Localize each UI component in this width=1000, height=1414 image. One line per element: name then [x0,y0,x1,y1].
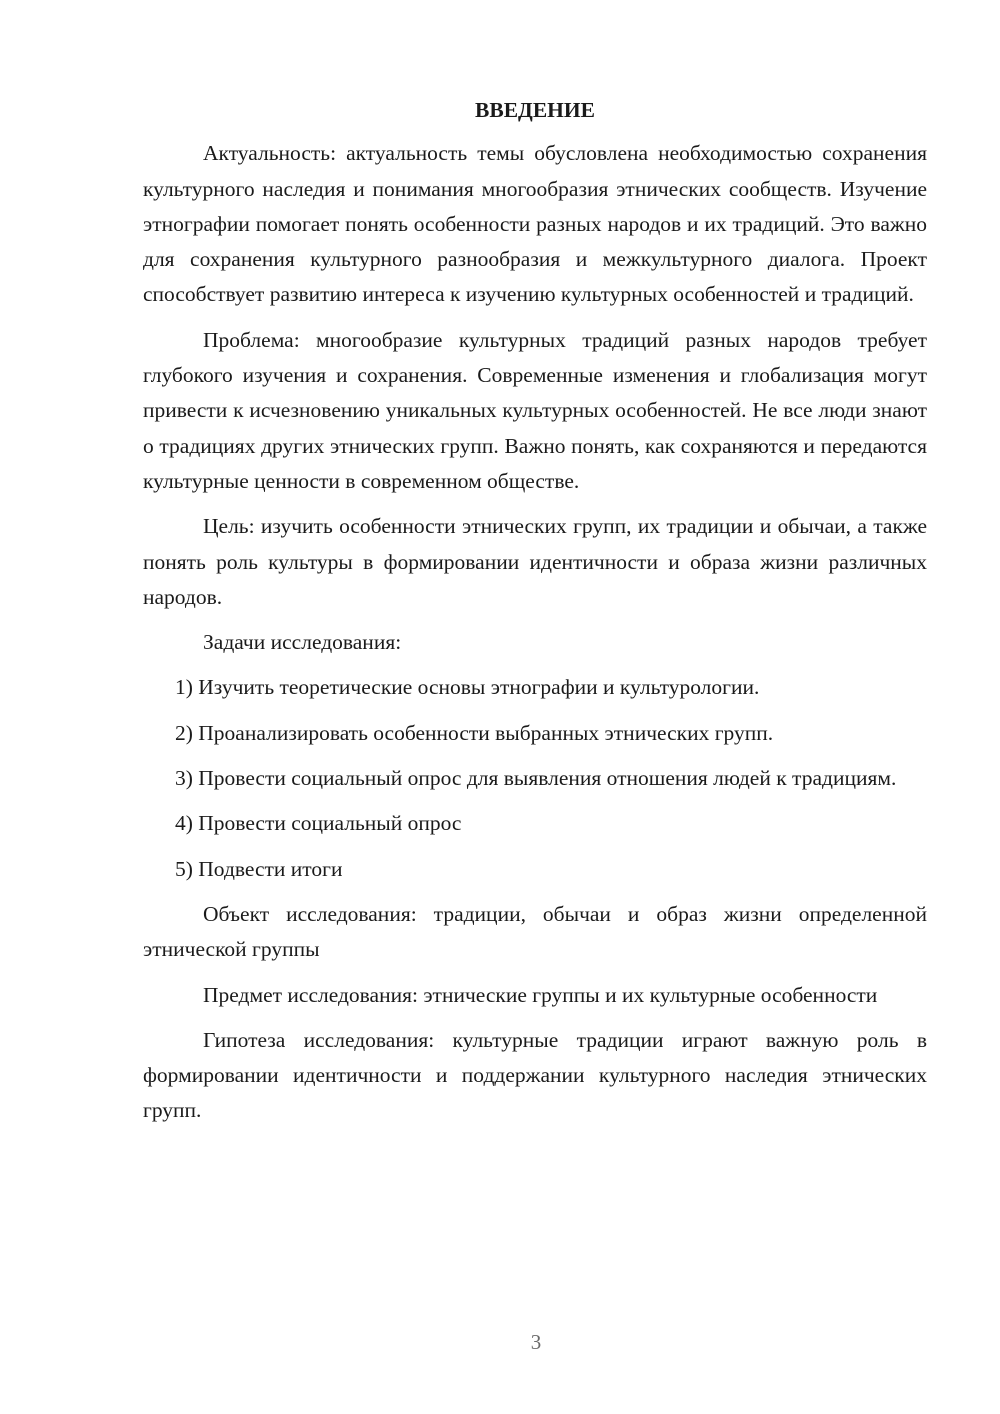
document-page [143,93,927,1139]
tasks-list [143,670,927,886]
list-item: 3) Провести социальный опрос для выявления отношения людей к традициям. [175,766,897,791]
list-item: 1) Изучить теоретические основы этнографии и культурологии. [175,675,760,700]
list-item: 5) Подвести итоги [175,856,343,881]
page-title: ВВЕДЕНИЕ [475,98,595,122]
page-number: 3 [530,1330,542,1354]
goal-paragraph: Цель: изучить особенности этнических групп, их традиции и обычаи, а также понять роль культуры в формировании идентичности и образа жизни различных народов. [143,514,927,609]
hypothesis-paragraph: Гипотеза исследования: культурные традиции играют важную роль в формировании идентичности и поддержании культурного наследия этнических групп. [143,1027,927,1123]
list-item: 4) Провести социальный опрос [175,811,462,836]
relevance-paragraph: Актуальность: актуальность темы обусловлена необходимостью сохранения культурного наследия и понимания многообразия этнических сообществ. Изучение этнографии помогает понять особенности разных народов и их традиций. Это важно для сохранения культурного разнообразия и межкультурного диалога. Проект способствует развитию интереса к изучению культурных особенностей и традиций. [143,141,927,307]
subject-paragraph: Предмет исследования: этнические группы и их культурные особенности [203,982,878,1007]
problem-paragraph: Проблема: многообразие культурных традиций разных народов требует глубокого изучения и сохранения. Современные изменения и глобализация могут привести к исчезновению уникальных культурных особенностей. Не все люди знают о традициях других этнических групп. Важно понять, как сохраняются и передаются культурные ценности в современном обществе. [143,327,927,493]
list-item: 2) Проанализировать особенности выбранных этнических групп. [175,720,774,745]
object-paragraph: Объект исследования: традиции, обычаи и образ жизни определенной этнической группы [143,901,927,962]
tasks-heading: Задачи исследования: [203,630,402,655]
